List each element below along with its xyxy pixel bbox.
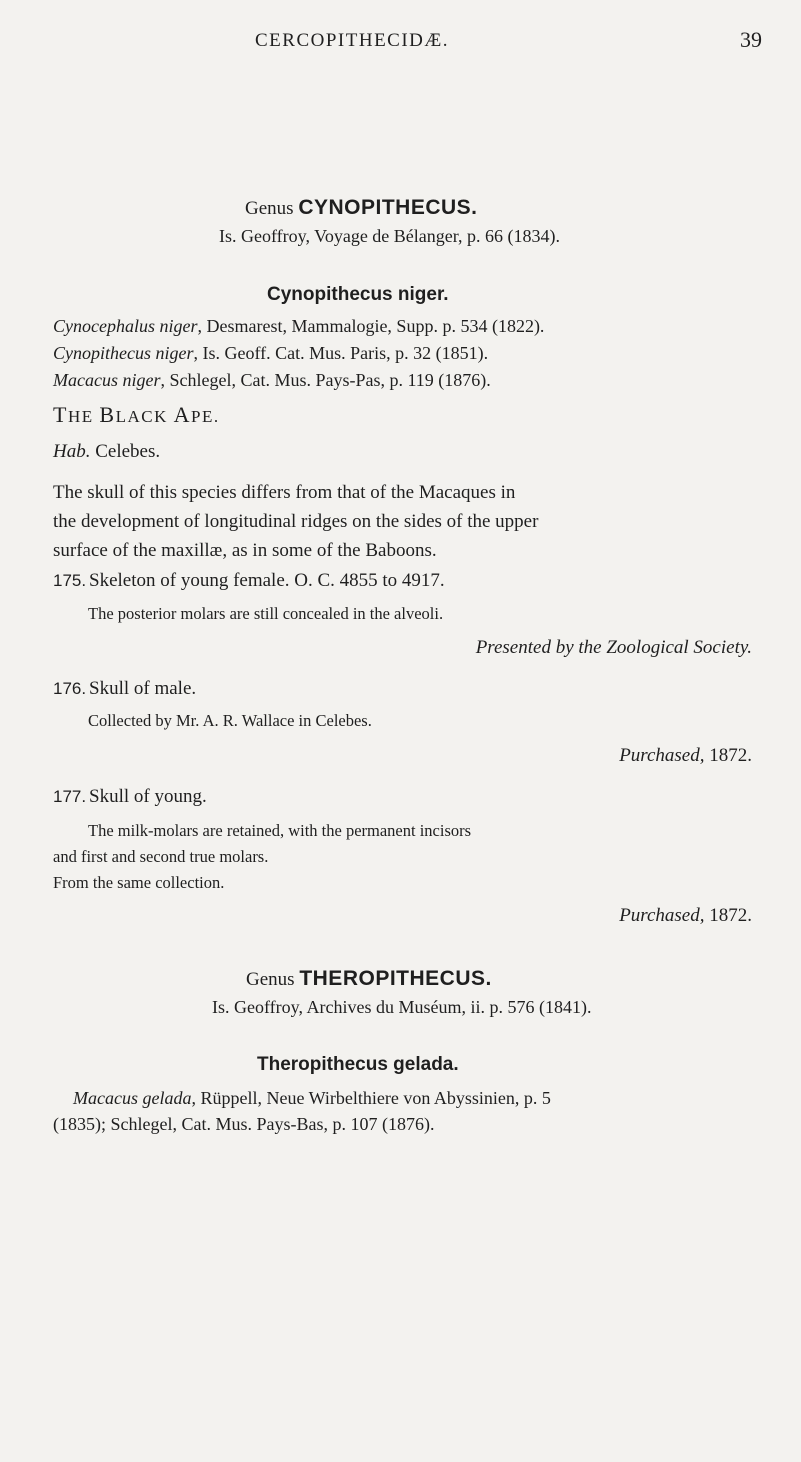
description-line: surface of the maxillæ, as in some of the Baboons. [53,540,437,561]
specimen-number: 175. [53,571,87,590]
description-line: the development of longitudinal ridges on the sides of the upper [53,511,539,532]
specimen-title: Skeleton of young female. O. C. 4855 to 4917. [89,570,445,591]
specimen-note: Collected by Mr. A. R. Wallace in Celebes. [88,711,372,730]
specimen-number: 177. [53,787,87,806]
synonym-reference: , Is. Geoff. Cat. Mus. Paris, p. 32 (1851). [193,343,489,363]
specimen-title: Skull of young. [89,786,207,807]
genus-heading-theropithecus [246,967,492,991]
genus-prefix: Genus [245,198,299,219]
specimen-entry [53,678,196,700]
genus-name: THEROPITHECUS. [299,967,492,990]
common-name-initial: A [173,402,191,427]
specimen-number: 176. [53,679,87,698]
common-name-rest: LACK [115,407,174,426]
synonym-reference: , Rüppell, Neue Wirbelthiere von Abyssinien, p. 5 [191,1088,551,1108]
genus-prefix: Genus [246,969,300,990]
specimen-credit [619,745,752,767]
synonym-line [53,370,491,391]
habitat-label: Hab. [53,441,91,462]
credit-year: 1872. [704,905,752,926]
genus-authority: Is. Geoffroy, Archives du Muséum, ii. p. 576 (1841). [212,997,592,1017]
common-name-rest: HE [67,407,100,426]
specimen-entry [53,786,207,808]
credit-text: Purchased, [619,905,705,926]
running-head: CERCOPITHECIDÆ. [255,30,450,51]
credit-text: Presented by the Zoological Society. [475,637,752,658]
synonym-taxon: Cynocephalus niger [53,316,198,336]
synonym-reference: , Schlegel, Cat. Mus. Pays-Pas, p. 119 (1876). [160,370,491,390]
description [53,478,753,565]
common-name-rest: PE. [190,407,220,426]
synonym-taxon: Macacus gelada [73,1088,192,1108]
common-name [53,402,220,428]
genus-name: CYNOPITHECUS. [298,196,478,219]
specimen-note: From the same collection. [53,873,225,892]
synonym-taxon: Macacus niger [53,370,161,390]
credit-text: Purchased, [619,745,705,766]
synonym-reference: , Desmarest, Mammalogie, Supp. p. 534 (1822). [197,316,545,336]
credit-year: 1872. [704,745,752,766]
synonym-line [53,316,544,337]
specimen-credit [476,637,752,659]
common-name-initial: T [53,402,68,427]
genus-heading-cynopithecus [245,196,478,220]
specimen-entry [53,570,445,592]
synonym-line [53,343,488,364]
specimen-note: The posterior molars are still concealed in the alveoli. [88,604,444,623]
page-number: 39 [740,27,762,52]
species-heading: Theropithecus gelada. [257,1054,459,1075]
synonym-taxon: Cynopithecus niger [53,343,194,363]
specimen-note: The milk-molars are retained, with the permanent incisors [88,821,472,840]
synonym-line-continued: (1835); Schlegel, Cat. Mus. Pays-Bas, p. 107 (1876). [53,1114,435,1134]
specimen-note: and first and second true molars. [53,847,269,866]
synonym-line [73,1088,551,1109]
habitat [53,441,160,463]
specimen-credit [619,905,752,927]
habitat-value: Celebes. [90,441,161,462]
species-heading: Cynopithecus niger. [267,284,449,305]
common-name-initial: B [99,402,116,427]
description-line: The skull of this species differs from that of the Macaques in [53,482,516,503]
specimen-title: Skull of male. [89,678,197,699]
genus-authority: Is. Geoffroy, Voyage de Bélanger, p. 66 (1834). [219,226,561,246]
